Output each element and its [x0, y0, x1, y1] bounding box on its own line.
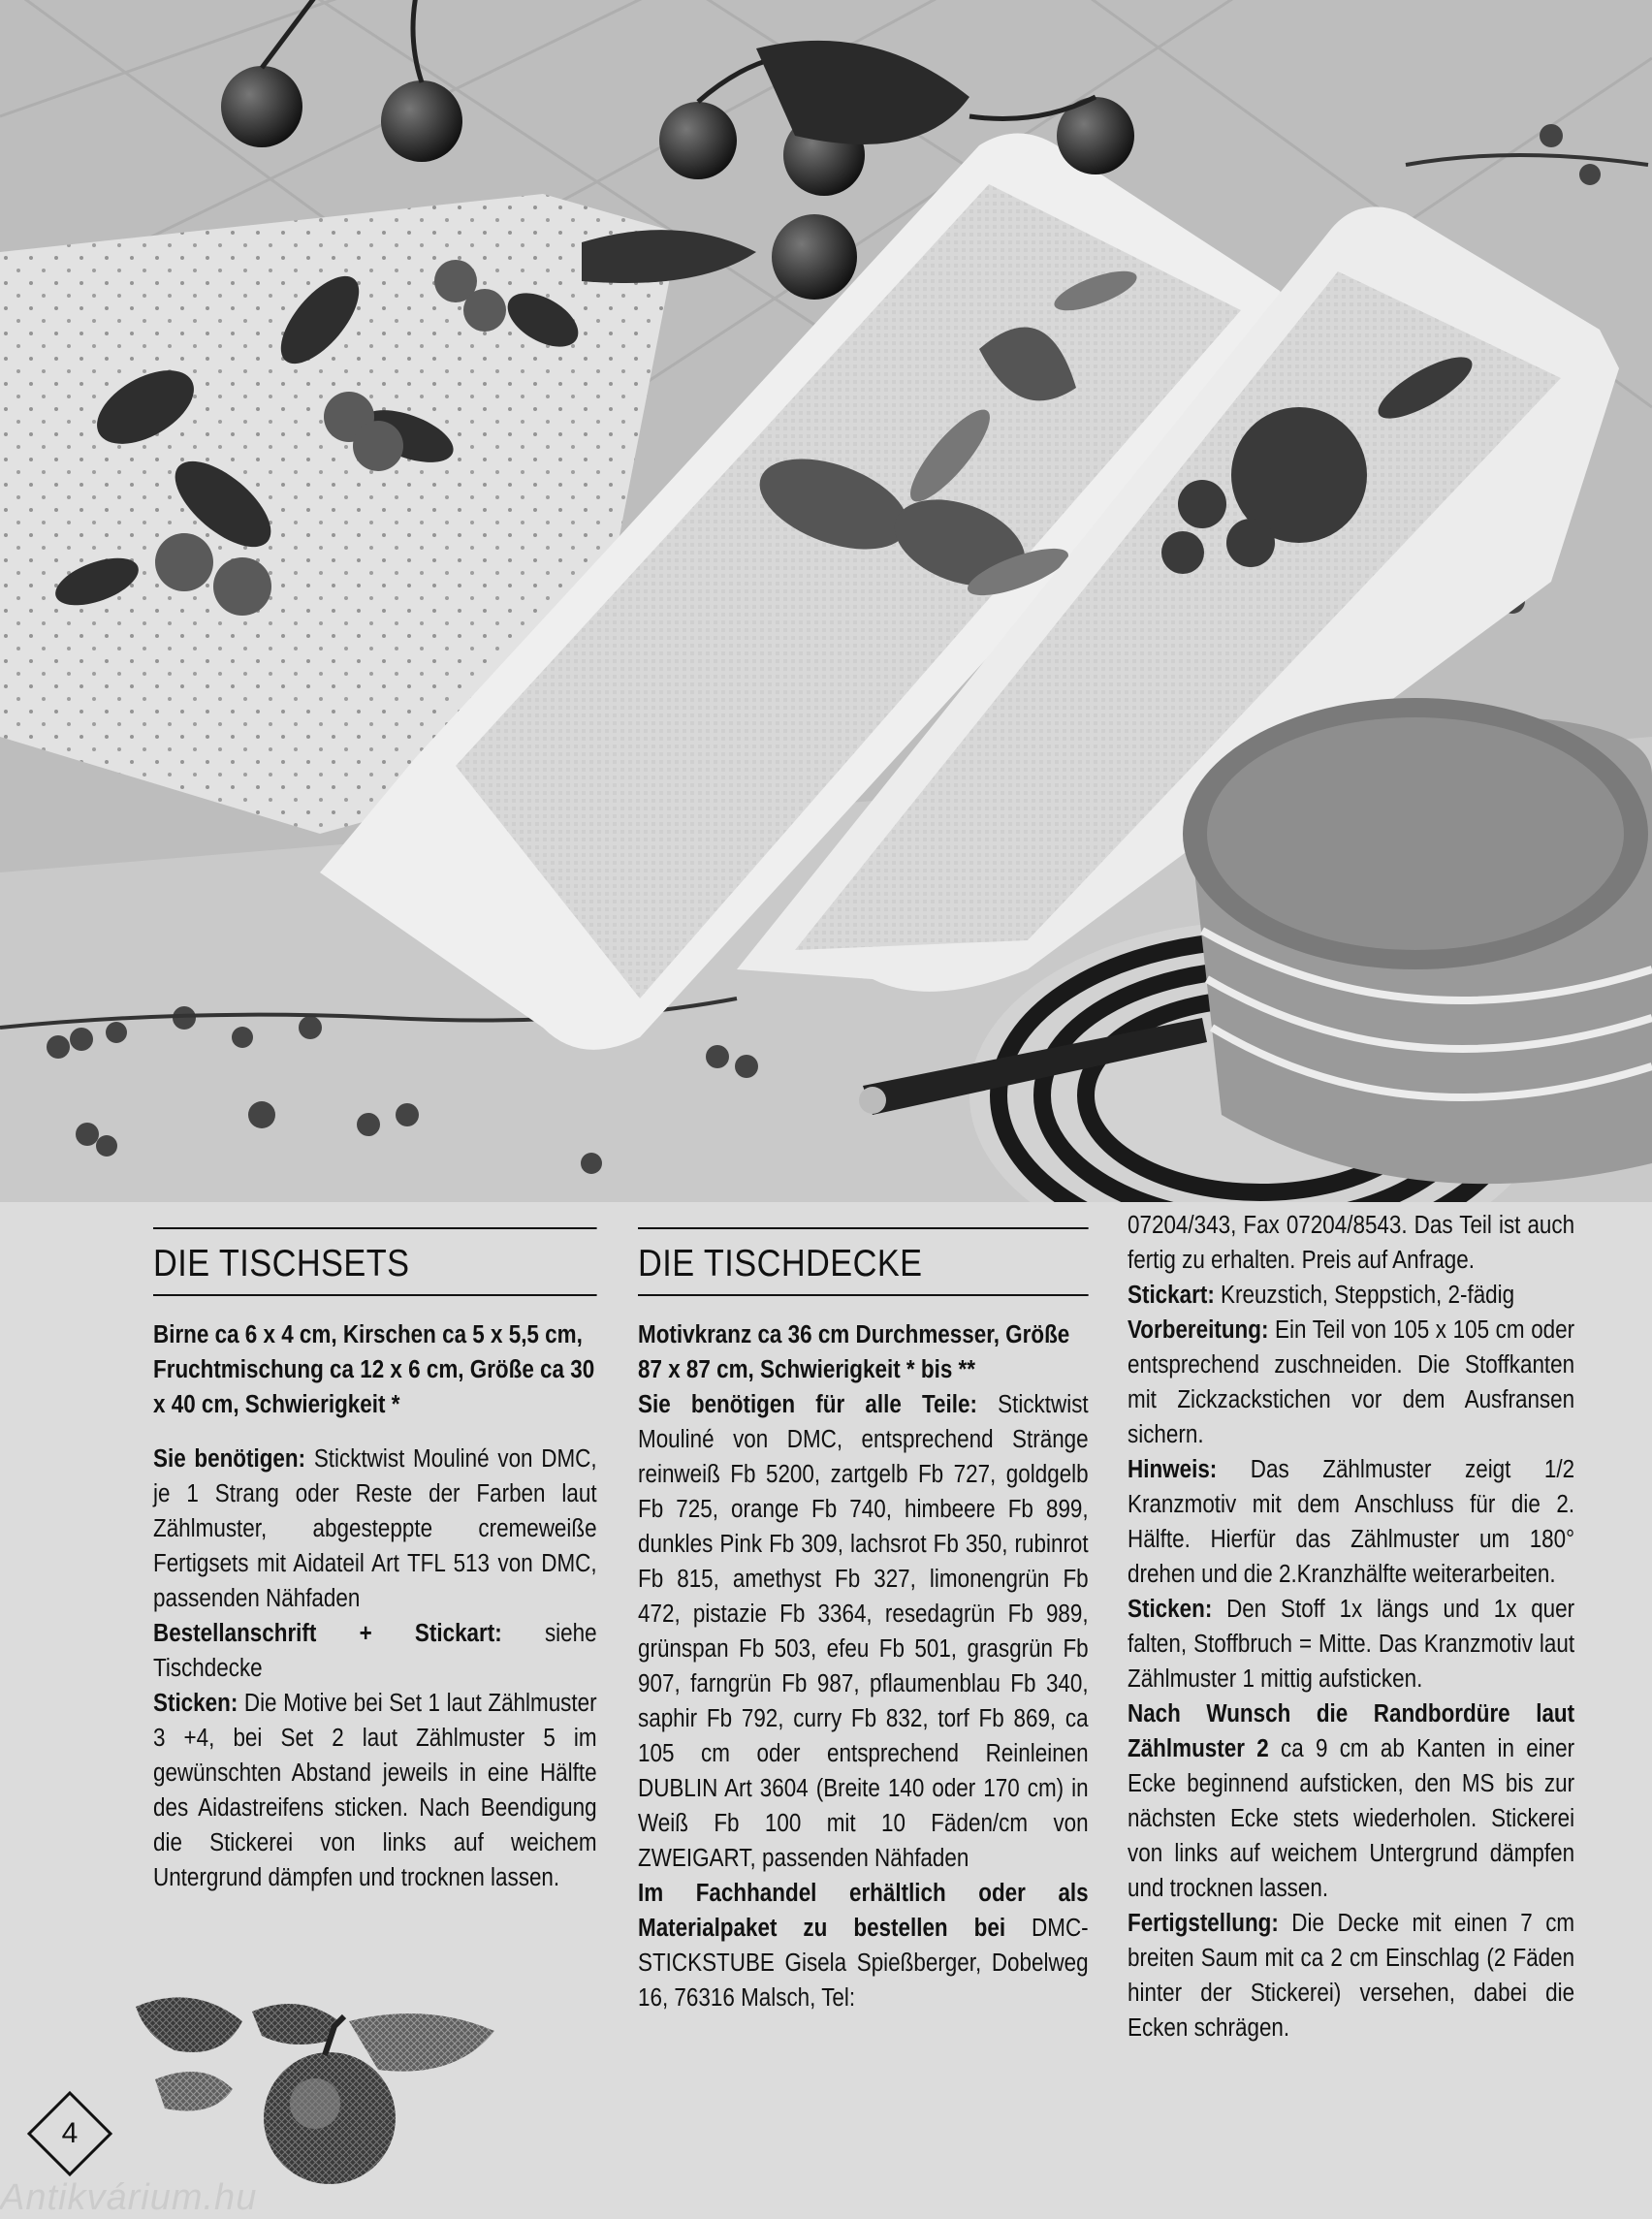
size-info: Birne ca 6 x 4 cm, Kirschen ca 5 x 5,5 cm, Fruchtmischung ca 12 x 6 cm, Größe ca 30 x 40 cm, Schwierigkeit * [153, 1321, 595, 1418]
order-label: Bestellanschrift + Stickart: [153, 1620, 502, 1647]
materials-label: Sie benötigen für alle Teile: [638, 1391, 977, 1418]
contact-paragraph: 07204/343, Fax 07204/8543. Das Teil ist auch fertig zu erhalten. Preis auf Anfrage. [1128, 1212, 1575, 1274]
materials-paragraph [638, 1387, 1089, 1876]
column-instructions [1128, 1208, 1574, 2045]
technique-label: Stickart: [1128, 1282, 1215, 1309]
supplier-text: DMC- STICKSTUBE Gisela Spießberger, Dobelweg 16, 76316 Malsch, Tel: [638, 1915, 1089, 2012]
column-tischsets [153, 1214, 597, 1895]
preparation-text: Ein Teil von 105 x 105 cm oder entsprechend zuschneiden. Die Stoffkanten mit Zickzackstichen vor dem Ausfransen sichern. [1128, 1316, 1575, 1448]
size-info: Motivkranz ca 36 cm Durchmesser, Größe 87 x 87 cm, Schwierigkeit * bis ** [638, 1321, 1070, 1383]
finishing-text: Die Decke mit einen 7 cm breiten Saum mit ca 2 cm Einschlag (2 Fäden hinter der Stickerei) versehen, dabei die Ecken schrägen. [1128, 1910, 1575, 2042]
border-paragraph [1128, 1696, 1574, 1906]
watermark-text: Antikvárium.hu [0, 2177, 258, 2218]
page-number: 4 [61, 2117, 79, 2149]
order-text: siehe Tischdecke [153, 1620, 597, 1682]
preparation-paragraph [1128, 1313, 1574, 1452]
materials-text: Sticktwist Mouliné von DMC, je 1 Strang oder Reste der Farben laut Zählmuster, abgesteppte cremeweiße Fertigsets mit Aidateil Art TFL 513 von DMC, passenden Nähfaden [153, 1445, 597, 1612]
stitching-paragraph [1128, 1592, 1574, 1696]
order-paragraph [153, 1616, 597, 1686]
stitching-paragraph [153, 1686, 597, 1895]
materials-text: Sticktwist Mouliné von DMC, entsprechend Stränge reinweiß Fb 5200, zartgelb Fb 727, goldgelb Fb 725, orange Fb 740, himbeere Fb 899, dunkles Pink Fb 309, lachsrot Fb 350, rubinrot Fb 815, amethyst Fb 327, limonengrün Fb 472, pistazie Fb 3364, resedagrün Fb 989, grünspan Fb 503, efeu Fb 501, grasgrün Fb 907, farngrün Fb 987, pflaumenblau Fb 340, saphir Fb 792, curry Fb 832, torf Fb 869, ca 105 cm oder entsprechend Reinleinen DUBLIN Art 3604 (Breite 140 oder 170 cm) in Weiß Fb 100 mit 10 Fäden/cm von ZWEIGART, passenden Nähfaden [638, 1391, 1089, 1872]
stitching-text: Die Motive bei Set 1 laut Zählmuster 3 +4, bei Set 2 laut Zählmuster 5 im gewünschten Abstand jeweils in eine Hälfte des Aidastreifens sticken. Nach Beendigung die Stickerei von links auf weichem Untergrund dämpfen und trocknen lassen. [153, 1690, 597, 1891]
materials-paragraph [153, 1442, 597, 1616]
stitching-text: Den Stoff 1x längs und 1x quer falten, Stoffbruch = Mitte. Das Kranzmotiv laut Zählmuster 1 mittig aufsticken. [1128, 1596, 1575, 1693]
page-number-badge [25, 2089, 114, 2178]
finishing-label: Fertigstellung: [1128, 1910, 1279, 1937]
technique-text: Kreuzstich, Steppstich, 2-fädig [1214, 1282, 1515, 1309]
finishing-paragraph [1128, 1906, 1574, 2045]
supplier-paragraph [638, 1876, 1089, 2015]
border-text: ca 9 cm ab Kanten in einer Ecke beginnend aufsticken, den MS bis zur nächsten Ecke stets wiederholen. Stickerei von links auf weichem Untergrund dämpfen und trocknen lassen. [1128, 1735, 1575, 1902]
note-paragraph [1128, 1452, 1574, 1592]
materials-label: Sie benötigen: [153, 1445, 306, 1473]
border-label: Nach Wunsch die Randbordüre laut Zählmuster 2 [1128, 1700, 1575, 1762]
cross-stitch-apple-motif [136, 1982, 504, 2186]
section-title-tischsets: DIE TISCHSETS [153, 1227, 597, 1296]
technique-paragraph [1128, 1278, 1574, 1313]
note-text: Das Zählmuster zeigt 1/2 Kranzmotiv mit dem Anschluss für die 2. Hälfte. Hierfür das Zählmuster um 180° drehen und die 2.Kranzhälfte weiterarbeiten. [1128, 1456, 1575, 1588]
preparation-label: Vorbereitung: [1128, 1316, 1269, 1344]
column-tischdecke [638, 1214, 1089, 2015]
section-title-tischdecke: DIE TISCHDECKE [638, 1227, 1089, 1296]
note-label: Hinweis: [1128, 1456, 1218, 1483]
stitching-label: Sticken: [1128, 1596, 1213, 1623]
stitching-label: Sticken: [153, 1690, 238, 1717]
supplier-label: Im Fachhandel erhältlich oder als Materialpaket zu bestellen bei [638, 1880, 1089, 1942]
